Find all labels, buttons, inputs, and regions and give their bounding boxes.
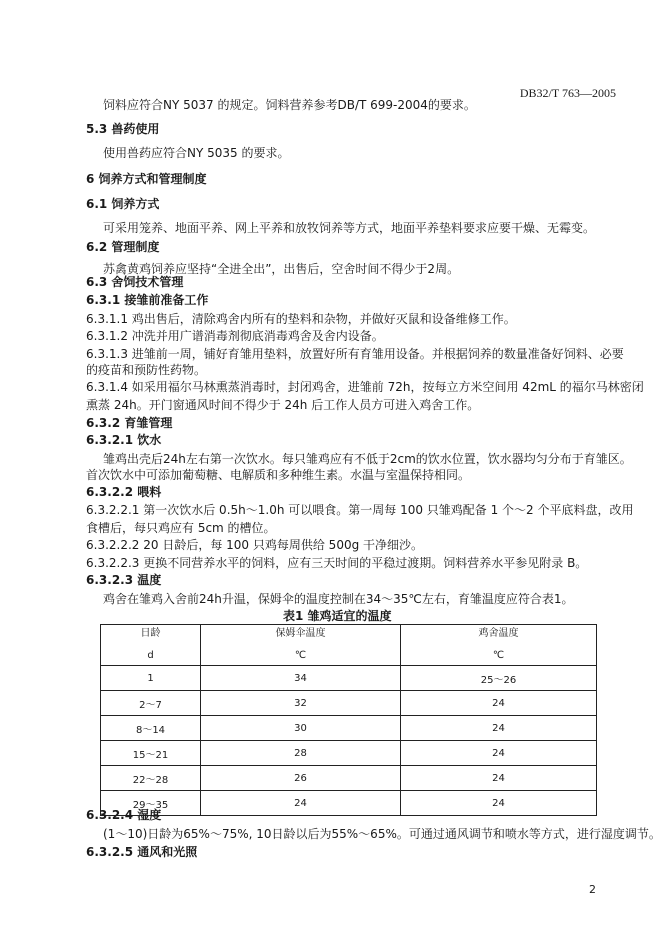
cell-age: 29～35 bbox=[101, 791, 201, 816]
cell-brooder: 28 bbox=[201, 741, 401, 766]
table-row bbox=[101, 666, 597, 691]
cell-brooder: 26 bbox=[201, 766, 401, 791]
clause-6-3-2-2-1: 6.3.2.2.1 第一次饮水后 0.5h～1.0h 可以喂食。第一周每 100 只雏鸡配备 1 个～2 个平底料盘，改用 bbox=[86, 503, 634, 517]
cell-age: 8～14 bbox=[101, 716, 201, 741]
clause-6-3-1-4: 6.3.1.4 如采用福尔马林熏蒸消毒时，封闭鸡舍，进雏前 72h，按每立方米空间用 42mL 的福尔马林密闭 bbox=[86, 380, 644, 394]
cell-age: 15～21 bbox=[101, 741, 201, 766]
drinking-text: 雏鸡出壳后24h左右第一次饮水。每只雏鸡应有不低于2cm的饮水位置，饮水器均匀分布于育雏区。 bbox=[103, 452, 632, 466]
cell-house: 24 bbox=[401, 716, 597, 741]
management-text: 苏禽黄鸡饲养应坚持“全进全出”，出售后，空舍时间不得少于2周。 bbox=[103, 262, 460, 276]
section-6-3-2-4-heading: 6.3.2.4 湿度 bbox=[86, 808, 162, 822]
cell-brooder: 30 bbox=[201, 716, 401, 741]
section-5-3-heading: 5.3 兽药使用 bbox=[86, 122, 160, 136]
drinking-text-cont: 首次饮水中可添加葡萄糖、电解质和多种维生素。水温与室温保持相同。 bbox=[86, 468, 471, 482]
table-row bbox=[101, 716, 597, 741]
vet-drug-text: 使用兽药应符合NY 5035 的要求。 bbox=[103, 146, 290, 160]
section-6-3-1-heading: 6.3.1 接雏前准备工作 bbox=[86, 293, 209, 307]
feeding-method-text: 可采用笼养、地面平养、网上平养和放牧饲养等方式，地面平养垫料要求应要干燥、无霉变。 bbox=[103, 221, 596, 235]
section-6-1-heading: 6.1 饲养方式 bbox=[86, 197, 160, 211]
header-house-temp bbox=[401, 625, 597, 666]
cell-house: 24 bbox=[401, 791, 597, 816]
cell-house: 24 bbox=[401, 766, 597, 791]
section-6-2-heading: 6.2 管理制度 bbox=[86, 240, 160, 254]
page-number: 2 bbox=[589, 883, 596, 896]
cell-house: 24 bbox=[401, 691, 597, 716]
cell-age: 22～28 bbox=[101, 766, 201, 791]
section-6-heading: 6 饲养方式和管理制度 bbox=[86, 172, 207, 186]
section-6-3-2-1-heading: 6.3.2.1 饮水 bbox=[86, 433, 162, 447]
header-brooder-label: 保姆伞温度 bbox=[275, 628, 326, 639]
clause-6-3-1-3-cont: 的疫苗和预防性药物。 bbox=[86, 363, 207, 377]
cell-brooder: 34 bbox=[201, 666, 401, 691]
header-age bbox=[101, 625, 201, 666]
clause-6-3-2-2-1-cont: 食槽后，每只鸡应有 5cm 的槽位。 bbox=[86, 521, 276, 535]
clause-6-3-1-4-cont: 熏蒸 24h。开门窗通风时间不得少于 24h 后工作人员方可进入鸡舍工作。 bbox=[86, 398, 480, 412]
table-header-row bbox=[101, 625, 597, 666]
section-6-3-2-3-heading: 6.3.2.3 温度 bbox=[86, 573, 162, 587]
cell-age: 1 bbox=[101, 666, 201, 691]
clause-6-3-2-2-2: 6.3.2.2.2 20 日龄后，每 100 只鸡每周供给 500g 干净细沙。 bbox=[86, 538, 424, 552]
document-code: DB32/T 763—2005 bbox=[519, 86, 616, 100]
temperature-table bbox=[100, 624, 597, 816]
cell-brooder: 24 bbox=[201, 791, 401, 816]
table-row bbox=[101, 741, 597, 766]
section-6-3-heading: 6.3 舍饲技术管理 bbox=[86, 275, 184, 289]
clause-6-3-1-3: 6.3.1.3 进雏前一周，铺好育雏用垫料，放置好所有育雏用设备。并根据饲养的数量准备好饲料、必要 bbox=[86, 347, 624, 361]
header-house-unit: ℃ bbox=[492, 650, 505, 661]
clause-6-3-1-1: 6.3.1.1 鸡出售后，清除鸡舍内所有的垫料和杂物，并做好灭鼠和设备维修工作。 bbox=[86, 312, 516, 326]
header-age-label: 日龄 bbox=[140, 628, 161, 639]
header-brooder-unit: ℃ bbox=[294, 650, 307, 661]
header-age-unit: d bbox=[147, 650, 154, 661]
table-row bbox=[101, 791, 597, 816]
section-6-3-2-5-heading: 6.3.2.5 通风和光照 bbox=[86, 845, 198, 859]
clause-6-3-1-2: 6.3.1.2 冲洗并用广谱消毒剂彻底消毒鸡舍及舍内设备。 bbox=[86, 329, 384, 343]
humidity-text: (1～10)日龄为65%～75%, 10日龄以后为55%～65%。可通过通风调节和喷水等方式，进行湿度调节。 bbox=[103, 827, 661, 841]
header-brooder-temp bbox=[201, 625, 401, 666]
table-row bbox=[101, 691, 597, 716]
table-row bbox=[101, 766, 597, 791]
table-caption: 表1 雏鸡适宜的温度 bbox=[283, 609, 392, 623]
cell-age: 2～7 bbox=[101, 691, 201, 716]
clause-6-3-2-2-3: 6.3.2.2.3 更换不同营养水平的饲料，应有三天时间的平稳过渡期。饲料营养水平参见附录 B。 bbox=[86, 556, 588, 570]
feed-standard-text: 饲料应符合NY 5037 的规定。饲料营养参考DB/T 699-2004的要求。 bbox=[103, 98, 476, 112]
temperature-text: 鸡舍在雏鸡入舍前24h升温，保姆伞的温度控制在34～35℃左右，育雏温度应符合表1。 bbox=[103, 592, 574, 606]
section-6-3-2-2-heading: 6.3.2.2 喂料 bbox=[86, 485, 162, 499]
cell-house: 25～26 bbox=[401, 666, 597, 691]
cell-brooder: 32 bbox=[201, 691, 401, 716]
cell-house: 24 bbox=[401, 741, 597, 766]
header-house-label: 鸡舍温度 bbox=[478, 628, 519, 639]
section-6-3-2-heading: 6.3.2 育雏管理 bbox=[86, 416, 173, 430]
